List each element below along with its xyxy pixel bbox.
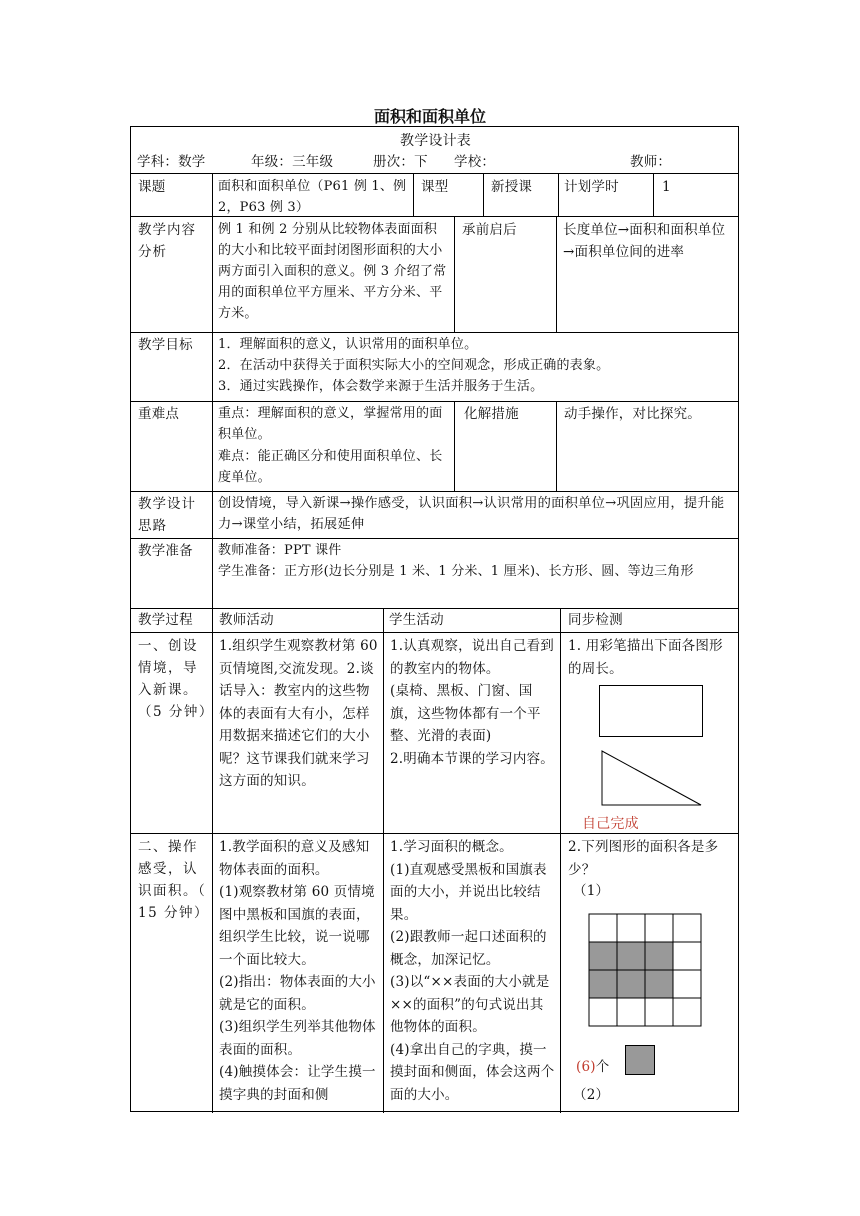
grid-cell <box>673 998 701 1026</box>
step1-teacher: 1.组织学生观察教材第 60 页情境图,交流发现。2.谈话导入：教室内的这些物体的表面有大有小，怎样用数据来描述它们的大小呢？这节课我们就来学习这方面的知识。 <box>219 638 378 789</box>
grid-cell-filled <box>589 970 617 998</box>
check-sub-2: （2） <box>573 1087 610 1103</box>
teacher-field: 教师： <box>630 154 672 170</box>
row-divider <box>131 632 738 633</box>
teacher-prep: 教师准备：PPT 课件 <box>218 543 342 558</box>
grid-cell <box>645 998 673 1026</box>
hours-label: 计划学时 <box>564 179 619 195</box>
col-divider <box>383 608 384 1113</box>
answer-line <box>576 1057 609 1078</box>
student-prep: 学生准备：正方形(边长分别是 1 米、1 分米、1 厘米)、长方形、圆、等边三角形 <box>218 564 694 579</box>
grade-field: 年级：三年级 <box>251 154 334 170</box>
student-step: (3)以“××表面的大小就是××的面积”的句式说出其他物体的面积。 <box>390 974 550 1035</box>
grid-cell-filled <box>589 942 617 970</box>
grid-cell <box>673 942 701 970</box>
grid-cell <box>617 914 645 942</box>
student-step: (2)跟教师一起口述面积的概念，加深记忆。 <box>390 929 547 968</box>
col-divider <box>558 173 559 216</box>
link-label: 承前启后 <box>462 222 517 238</box>
design-value: 创设情境，导入新课→操作感受，认识面积→认识常用的面积单位→巩固应用，提升能力→课堂小结，拓展延伸 <box>218 496 725 532</box>
step2-teacher <box>219 836 379 1106</box>
grid-cell-filled <box>617 970 645 998</box>
row-divider <box>131 491 738 492</box>
goal-item: 2．在活动中获得关于面积实际大小的空间观念，形成正确的表象。 <box>218 358 610 373</box>
teacher-step: (3)组织学生列举其他物体表面的面积。 <box>219 1019 376 1058</box>
goals-label: 教学目标 <box>138 337 193 353</box>
process-header: 同步检测 <box>568 612 623 628</box>
prep-label: 教学准备 <box>138 543 193 559</box>
row-divider <box>131 401 738 402</box>
subject-field: 学科：数学 <box>137 154 206 170</box>
grid-cell <box>673 914 701 942</box>
teacher-step: 1.教学面积的意义及感知物体表面的面积。 <box>219 839 370 878</box>
process-header: 教学过程 <box>138 612 193 628</box>
col-divider <box>653 173 654 216</box>
check-question-1: 1. 用彩笔描出下面各图形的周长。 <box>568 638 723 677</box>
process-header: 学生活动 <box>389 612 444 628</box>
step1-student: 1.认真观察，说出自己看到的教室内的物体。 <box>390 638 554 677</box>
step2-student <box>390 836 556 1106</box>
student-step: (4)拿出自己的字典，摸一摸封面和侧面，体会这两个面的大小。 <box>390 1041 555 1103</box>
goal-item: 3．通过实践操作，体会数学来源于生活并服务于生活。 <box>218 379 544 394</box>
grid-cell <box>617 998 645 1026</box>
solve-label: 化解措施 <box>464 406 519 422</box>
answer-value: (6) <box>576 1059 596 1075</box>
link-value: 长度单位→面积和面积单位→面积单位间的进率 <box>563 222 726 260</box>
check-question-2: 2.下列图形的面积各是多少？ <box>568 839 719 878</box>
grid-cell <box>673 970 701 998</box>
col-divider <box>556 401 557 491</box>
grid-cell-filled <box>645 942 673 970</box>
student-step: (1)直观感受黑板和国旗表面的大小，并说出比较结果。 <box>390 861 547 923</box>
triangle-figure <box>599 749 703 807</box>
unit-square <box>625 1045 655 1075</box>
topic-label: 课题 <box>138 179 166 195</box>
area-grid-figure <box>588 913 702 1027</box>
step1-label: 一、创设情境，导入新课。（5 分钟） <box>138 638 214 720</box>
grid-cell-filled <box>617 942 645 970</box>
row-divider <box>131 833 738 834</box>
row-divider <box>131 332 738 333</box>
content-value: 例 1 和例 2 分别从比较物体表面面积的大小和比较平面封闭图形面积的大小两方面引入面积的意义。例 3 介绍了常用的面积单位平方厘米、平方分米、平方米。 <box>218 222 447 321</box>
solve-value: 动手操作，对比探究。 <box>564 406 701 422</box>
teacher-step: (2)指出：物体表面的大小就是它的面积。 <box>219 974 376 1013</box>
col-divider <box>560 608 561 1113</box>
col-divider <box>454 216 455 332</box>
row-divider <box>131 538 738 539</box>
step1-student: (桌椅、黑板、门窗、国旗，这些物体都有一个平整、光滑的表面) <box>390 683 541 744</box>
grid-cell-filled <box>645 970 673 998</box>
col-divider <box>212 173 213 1113</box>
student-step: 1.学习面积的概念。 <box>390 839 513 855</box>
grid-cell <box>589 998 617 1026</box>
process-header: 教师活动 <box>219 612 274 628</box>
row-divider <box>131 173 738 174</box>
design-label: 教学设计思路 <box>138 496 196 534</box>
form-title: 教学设计表 <box>400 133 471 149</box>
col-divider <box>454 401 455 491</box>
hours-value: 1 <box>662 179 671 195</box>
grid-cell <box>589 914 617 942</box>
answer-unit: 个 <box>595 1059 610 1075</box>
document-title: 面积和面积单位 <box>373 107 486 126</box>
content-label: 教学内容分析 <box>138 222 196 260</box>
lesson-type-value: 新授课 <box>491 179 533 195</box>
difficult-point: 难点：能正确区分和使用面积单位、长度单位。 <box>218 449 443 485</box>
lesson-plan-table <box>130 126 739 1112</box>
key-points-label: 重难点 <box>138 406 180 422</box>
lesson-type-label: 课型 <box>421 179 449 195</box>
step2-label: 二、操作感受，认识面积。（ 15 分钟） <box>138 839 209 921</box>
topic-value: 面积和面积单位（P61 例 1、例 2，P63 例 3） <box>218 179 407 215</box>
teacher-step: (1)观察教材第 60 页情境图中黑板和国旗的表面，组织学生比较，说一说哪一个面比较大。 <box>219 884 375 968</box>
grid-cell <box>645 914 673 942</box>
teacher-step: (4)触摸体会：让学生摸一摸字典的封面和侧 <box>219 1064 376 1103</box>
key-point: 重点：理解面积的意义，掌握常用的面积单位。 <box>218 406 443 442</box>
self-complete-note: 自己完成 <box>582 816 639 832</box>
goal-item: 1．理解面积的意义，认识常用的面积单位。 <box>218 337 478 352</box>
col-divider <box>483 173 484 216</box>
school-field: 学校： <box>454 154 496 170</box>
step1-student: 2.明确本节课的学习内容。 <box>390 751 554 767</box>
col-divider <box>556 216 557 332</box>
check-sub-1: （1） <box>573 883 610 899</box>
volume-field: 册次：下 <box>373 154 428 170</box>
rectangle-figure <box>599 685 703 737</box>
col-divider <box>413 173 414 216</box>
